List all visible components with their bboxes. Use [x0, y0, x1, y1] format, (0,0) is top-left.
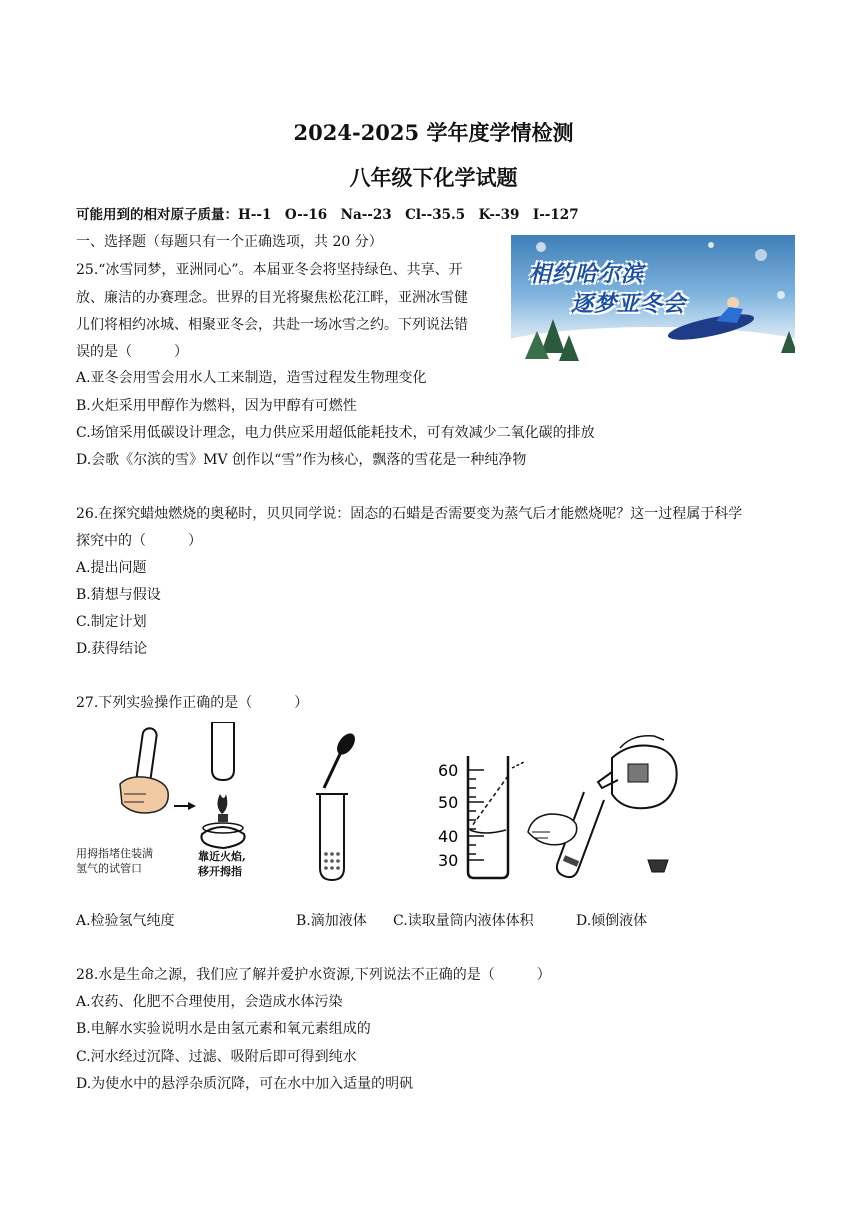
q25-line-3: 儿们将相约冰城、相聚亚冬会，共赴一场冰雪之约。下列说法错 — [76, 317, 468, 333]
tick-30: 30 — [438, 851, 459, 870]
q27-option-d: D.倾倒液体 — [576, 913, 648, 929]
tick-40: 40 — [438, 827, 459, 846]
q26-option-d: D.获得结论 — [76, 641, 148, 657]
figure-pouring-liquid — [520, 728, 690, 883]
q26-option-b: B.猜想与假设 — [76, 587, 161, 603]
exam-title: 2024-2025 学年度学情检测 — [293, 120, 574, 145]
q28-stem: 28.水是生命之源，我们应了解并爱护水资源,下列说法不正确的是（ ） — [76, 967, 551, 983]
q26-line-2: 探究中的（ ） — [76, 533, 202, 549]
asian-winter-games-banner — [511, 235, 795, 366]
q28-option-d: D.为使水中的悬浮杂质沉降，可在水中加入适量的明矾 — [76, 1076, 414, 1092]
q28-option-a: A.农药、化肥不合理使用，会造成水体污染 — [76, 994, 343, 1010]
atomic-masses: 可能用到的相对原子质量：H--1 O--16 Na--23 Cl--35.5 K--39 I--127 — [76, 207, 579, 223]
q25-line-2: 放、廉洁的办赛理念。世界的目光将聚焦松花江畔，亚洲冰雪健 — [76, 290, 468, 306]
caption-left-1: 用拇指堵住装满 — [76, 847, 153, 860]
tick-60: 60 — [438, 761, 459, 780]
q25-option-c: C.场馆采用低碳设计理念，电力供应采用超低能耗技术，可有效减少二氧化碳的排放 — [76, 425, 595, 441]
q28-option-c: C.河水经过沉降、过滤、吸附后即可得到纯水 — [76, 1049, 357, 1065]
q25-option-b: B.火炬采用甲醇作为燃料，因为甲醇有可燃性 — [76, 398, 357, 414]
q26-option-c: C.制定计划 — [76, 614, 147, 630]
exam-subtitle: 八年级下化学试题 — [349, 165, 518, 190]
section-heading: 一、选择题（每题只有一个正确选项，共 20 分） — [76, 234, 383, 250]
q28-option-b: B.电解水实验说明水是由氢元素和氧元素组成的 — [76, 1021, 371, 1037]
q25-option-d: D.会歌《尔滨的雪》MV 创作以“雪”作为核心，飘落的雪花是一种纯净物 — [76, 452, 527, 468]
q27-option-b: B.滴加液体 — [296, 913, 367, 929]
tick-50: 50 — [438, 793, 459, 812]
q26-option-a: A.提出问题 — [76, 560, 147, 576]
q25-option-a: A.亚冬会用雪会用水人工来制造，造雪过程发生物理变化 — [76, 370, 427, 386]
q25-line-1: 25.“冰雪同梦，亚洲同心”。本届亚冬会将坚持绿色、共享、开 — [76, 262, 463, 278]
q26-line-1: 26.在探究蜡烛燃烧的奥秘时，贝贝同学说：固态的石蜡是否需要变为蒸气后才能燃烧呢？这一过程属于科学 — [76, 506, 743, 522]
caption-left-2: 氢气的试管口 — [76, 862, 142, 875]
q27-option-c: C.读取量筒内液体体积 — [393, 913, 534, 929]
caption-mid-1: 靠近火焰, — [198, 850, 246, 863]
caption-mid-2: 移开拇指 — [198, 865, 242, 878]
banner-text-2: 逐梦亚冬会 — [571, 292, 687, 317]
q27-stem: 27.下列实验操作正确的是（ ） — [76, 695, 309, 711]
figure-dropping-liquid — [310, 730, 370, 885]
banner-text-1: 相约哈尔滨 — [529, 262, 645, 287]
q27-option-a: A.检验氢气纯度 — [76, 913, 175, 929]
q25-line-4: 误的是（ ） — [76, 344, 188, 360]
